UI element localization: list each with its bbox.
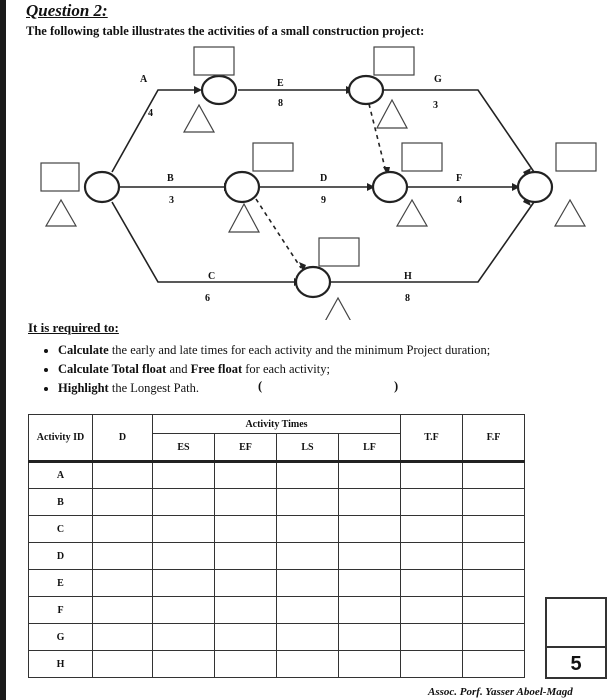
col-total-float: T.F bbox=[401, 415, 463, 462]
event-triangle bbox=[229, 204, 259, 232]
activity-label-c: C bbox=[208, 271, 216, 282]
blank-cell[interactable] bbox=[153, 651, 215, 678]
blank-cell[interactable] bbox=[215, 597, 277, 624]
node-6 bbox=[296, 267, 330, 297]
edge-c bbox=[112, 202, 297, 282]
event-box bbox=[556, 143, 596, 171]
activity-label-e: E bbox=[277, 78, 284, 89]
duration-b: 3 bbox=[169, 195, 174, 206]
node-2 bbox=[202, 76, 236, 104]
node-7 bbox=[518, 172, 552, 202]
blank-cell[interactable] bbox=[277, 462, 339, 489]
blank-cell[interactable] bbox=[153, 597, 215, 624]
activity-network-diagram bbox=[0, 40, 611, 320]
blank-cell[interactable] bbox=[215, 543, 277, 570]
requirement-item: • Calculate the early and late times for each activity and the minimum Project duration; bbox=[58, 341, 490, 360]
col-lf: LF bbox=[339, 434, 401, 462]
blank-cell[interactable] bbox=[93, 543, 153, 570]
requirements-list bbox=[40, 341, 490, 398]
blank-cell[interactable] bbox=[339, 570, 401, 597]
col-activity-id: Activity ID bbox=[29, 415, 93, 462]
row-label: C bbox=[29, 516, 93, 543]
col-free-float: F.F bbox=[463, 415, 525, 462]
blank-cell[interactable] bbox=[153, 543, 215, 570]
blank-cell[interactable] bbox=[215, 489, 277, 516]
col-duration: D bbox=[93, 415, 153, 462]
dummy-edge-1 bbox=[369, 104, 386, 172]
col-group-activity-times: Activity Times bbox=[153, 415, 401, 434]
col-ef: EF bbox=[215, 434, 277, 462]
table-row bbox=[29, 570, 525, 597]
event-triangle bbox=[397, 200, 427, 226]
blank-cell[interactable] bbox=[215, 651, 277, 678]
row-label: D bbox=[29, 543, 93, 570]
dummy-edge-2 bbox=[256, 199, 301, 268]
requirement-item: • Calculate Total float and Free float for each activity; bbox=[58, 360, 490, 379]
blank-cell[interactable] bbox=[93, 516, 153, 543]
blank-cell[interactable] bbox=[153, 462, 215, 489]
event-triangle bbox=[323, 298, 353, 320]
blank-cell[interactable] bbox=[401, 597, 463, 624]
blank-cell[interactable] bbox=[339, 624, 401, 651]
blank-cell[interactable] bbox=[93, 624, 153, 651]
event-triangle bbox=[46, 200, 76, 226]
node-3 bbox=[225, 172, 259, 202]
duration-a: 4 bbox=[148, 108, 153, 119]
blank-cell[interactable] bbox=[277, 624, 339, 651]
row-label: G bbox=[29, 624, 93, 651]
blank-cell[interactable] bbox=[277, 543, 339, 570]
blank-cell[interactable] bbox=[215, 624, 277, 651]
blank-cell[interactable] bbox=[463, 462, 525, 489]
blank-cell[interactable] bbox=[401, 651, 463, 678]
duration-e: 8 bbox=[278, 98, 283, 109]
blank-cell[interactable] bbox=[401, 570, 463, 597]
duration-g: 3 bbox=[433, 100, 438, 111]
event-box bbox=[374, 47, 414, 75]
blank-cell[interactable] bbox=[401, 543, 463, 570]
blank-cell[interactable] bbox=[277, 570, 339, 597]
blank-cell[interactable] bbox=[93, 462, 153, 489]
blank-cell[interactable] bbox=[277, 489, 339, 516]
blank-cell[interactable] bbox=[463, 543, 525, 570]
blank-cell[interactable] bbox=[153, 489, 215, 516]
blank-cell[interactable] bbox=[339, 543, 401, 570]
duration-h: 8 bbox=[405, 293, 410, 304]
blank-cell[interactable] bbox=[401, 516, 463, 543]
blank-cell[interactable] bbox=[153, 570, 215, 597]
page-number-box bbox=[545, 597, 607, 679]
blank-cell[interactable] bbox=[401, 462, 463, 489]
requirement-item: • Highlight the Longest Path. bbox=[58, 379, 490, 398]
blank-cell[interactable] bbox=[215, 570, 277, 597]
blank-cell[interactable] bbox=[463, 489, 525, 516]
answer-paren-close: ) bbox=[394, 379, 399, 393]
event-triangle bbox=[377, 100, 407, 128]
event-box bbox=[41, 163, 79, 191]
col-es: ES bbox=[153, 434, 215, 462]
duration-f: 4 bbox=[457, 195, 462, 206]
author-credit: Assoc. Porf. Yasser Aboel-Magd bbox=[428, 686, 573, 698]
table-row bbox=[29, 597, 525, 624]
event-triangle bbox=[555, 200, 585, 226]
blank-cell[interactable] bbox=[277, 597, 339, 624]
col-ls: LS bbox=[277, 434, 339, 462]
blank-cell[interactable] bbox=[463, 516, 525, 543]
blank-cell[interactable] bbox=[215, 462, 277, 489]
blank-cell[interactable] bbox=[463, 570, 525, 597]
row-label: B bbox=[29, 489, 93, 516]
activity-label-d: D bbox=[320, 173, 328, 184]
node-5 bbox=[373, 172, 407, 202]
row-label: F bbox=[29, 597, 93, 624]
node-1 bbox=[85, 172, 119, 202]
blank-cell[interactable] bbox=[93, 651, 153, 678]
blank-cell[interactable] bbox=[339, 516, 401, 543]
activity-times-table bbox=[28, 414, 525, 678]
intro-text: The following table illustrates the activities of a small construction project: bbox=[26, 24, 425, 38]
event-box bbox=[319, 238, 359, 266]
arrowhead bbox=[194, 86, 202, 94]
question-title: Question 2: bbox=[26, 1, 108, 20]
answer-paren-open: ( bbox=[258, 379, 263, 393]
blank-cell[interactable] bbox=[339, 489, 401, 516]
activity-label-h: H bbox=[404, 271, 412, 282]
event-box bbox=[402, 143, 442, 171]
activity-label-g: G bbox=[434, 74, 442, 85]
table-row bbox=[29, 624, 525, 651]
blank-cell[interactable] bbox=[93, 570, 153, 597]
duration-c: 6 bbox=[205, 293, 210, 304]
blank-cell[interactable] bbox=[93, 489, 153, 516]
blank-cell[interactable] bbox=[277, 651, 339, 678]
blank-cell[interactable] bbox=[401, 489, 463, 516]
node-4 bbox=[349, 76, 383, 104]
blank-cell[interactable] bbox=[339, 651, 401, 678]
duration-d: 9 bbox=[321, 195, 326, 206]
table-row bbox=[29, 489, 525, 516]
event-box bbox=[194, 47, 234, 75]
event-triangle bbox=[184, 105, 214, 132]
row-label: E bbox=[29, 570, 93, 597]
blank-cell[interactable] bbox=[277, 516, 339, 543]
table-row bbox=[29, 516, 525, 543]
table-row bbox=[29, 651, 525, 678]
activity-label-a: A bbox=[140, 74, 148, 85]
activity-label-f: F bbox=[456, 173, 463, 184]
blank-cell[interactable] bbox=[93, 597, 153, 624]
blank-cell[interactable] bbox=[215, 516, 277, 543]
blank-cell[interactable] bbox=[463, 624, 525, 651]
blank-cell[interactable] bbox=[153, 516, 215, 543]
blank-cell[interactable] bbox=[339, 462, 401, 489]
requirements-heading: It is required to: bbox=[28, 320, 119, 335]
blank-cell[interactable] bbox=[401, 624, 463, 651]
blank-cell[interactable] bbox=[339, 597, 401, 624]
table-row bbox=[29, 543, 525, 570]
page-number: 5 bbox=[570, 653, 582, 675]
blank-cell[interactable] bbox=[153, 624, 215, 651]
blank-cell[interactable] bbox=[463, 597, 525, 624]
blank-cell[interactable] bbox=[463, 651, 525, 678]
page-box-divider bbox=[547, 646, 605, 648]
table-row bbox=[29, 462, 525, 489]
row-label: H bbox=[29, 651, 93, 678]
activity-label-b: B bbox=[167, 173, 174, 184]
row-label: A bbox=[29, 462, 93, 489]
edge-h bbox=[330, 202, 534, 282]
event-box bbox=[253, 143, 293, 171]
